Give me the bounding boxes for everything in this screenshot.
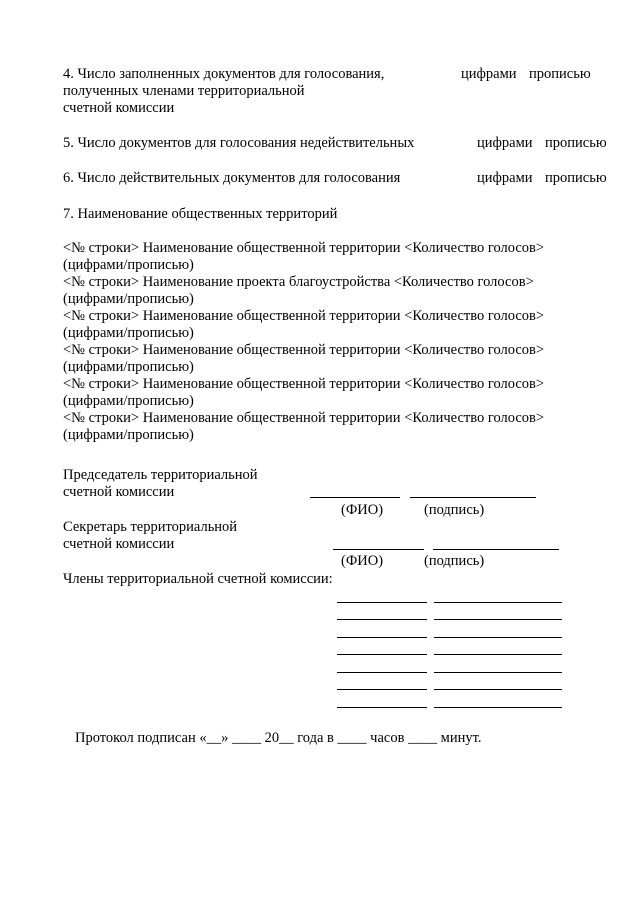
item-4-words-label: прописью [529, 66, 591, 82]
section-7-title: 7. Наименование общественных территорий [63, 206, 338, 222]
member-signature-line [434, 672, 562, 673]
secretary-fio-line [333, 549, 424, 550]
member-fio-line [337, 619, 427, 620]
territory-row-count: (цифрами/прописью) [63, 359, 194, 375]
member-fio-line [337, 672, 427, 673]
member-fio-line [337, 602, 427, 603]
members-label: Члены территориальной счетной комиссии: [63, 571, 333, 587]
territory-row-count: (цифрами/прописью) [63, 393, 194, 409]
member-fio-line [337, 689, 427, 690]
item-6-digits-label: цифрами [477, 170, 533, 186]
secretary-signature-caption: (подпись) [424, 553, 485, 569]
member-fio-line [337, 707, 427, 708]
secretary-fio-caption: (ФИО) [341, 553, 384, 569]
secretary-signature-line [433, 549, 559, 550]
member-fio-line [337, 637, 427, 638]
item-4-label: 4. Число заполненных документов для голосования, полученных членами территориальной счетной комиссии [63, 66, 385, 116]
territory-row-count: (цифрами/прописью) [63, 291, 194, 307]
protocol-signed-line: Протокол подписан «__» ____ 20__ года в ____ часов ____ минут. [75, 730, 482, 746]
territory-list [63, 240, 544, 444]
member-signature-line [434, 602, 562, 603]
territory-row: <№ строки> Наименование общественной территории <Количество голосов> [63, 376, 545, 392]
territory-row-count: (цифрами/прописью) [63, 427, 194, 443]
chairman-fio-line [310, 497, 400, 498]
member-signature-line [434, 707, 562, 708]
territory-row: <№ строки> Наименование общественной территории <Количество голосов> [63, 410, 545, 426]
territory-row: <№ строки> Наименование общественной территории <Количество голосов> [63, 240, 545, 256]
territory-row: <№ строки> Наименование проекта благоустройства <Количество голосов> [63, 274, 534, 290]
chairman-signature-caption: (подпись) [424, 502, 485, 518]
item-5-digits-label: цифрами [477, 135, 533, 151]
member-signature-line [434, 654, 562, 655]
item-6-words-label: прописью [545, 170, 607, 186]
member-fio-line [337, 654, 427, 655]
territory-row: <№ строки> Наименование общественной территории <Количество голосов> [63, 342, 545, 358]
chairman-fio-caption: (ФИО) [341, 502, 384, 518]
secretary-label: Секретарь территориальной счетной комиссии [63, 519, 238, 552]
territory-row-count: (цифрами/прописью) [63, 325, 194, 341]
item-5-label: 5. Число документов для голосования недействительных [63, 135, 415, 151]
chairman-signature-line [410, 497, 536, 498]
chairman-label: Председатель территориальной счетной комиссии [63, 467, 258, 500]
item-4-digits-label: цифрами [461, 66, 517, 82]
territory-row-count: (цифрами/прописью) [63, 257, 194, 273]
territory-row: <№ строки> Наименование общественной территории <Количество голосов> [63, 308, 545, 324]
member-signature-line [434, 619, 562, 620]
item-5-words-label: прописью [545, 135, 607, 151]
item-6-label: 6. Число действительных документов для голосования [63, 170, 401, 186]
member-signature-line [434, 637, 562, 638]
member-signature-line [434, 689, 562, 690]
